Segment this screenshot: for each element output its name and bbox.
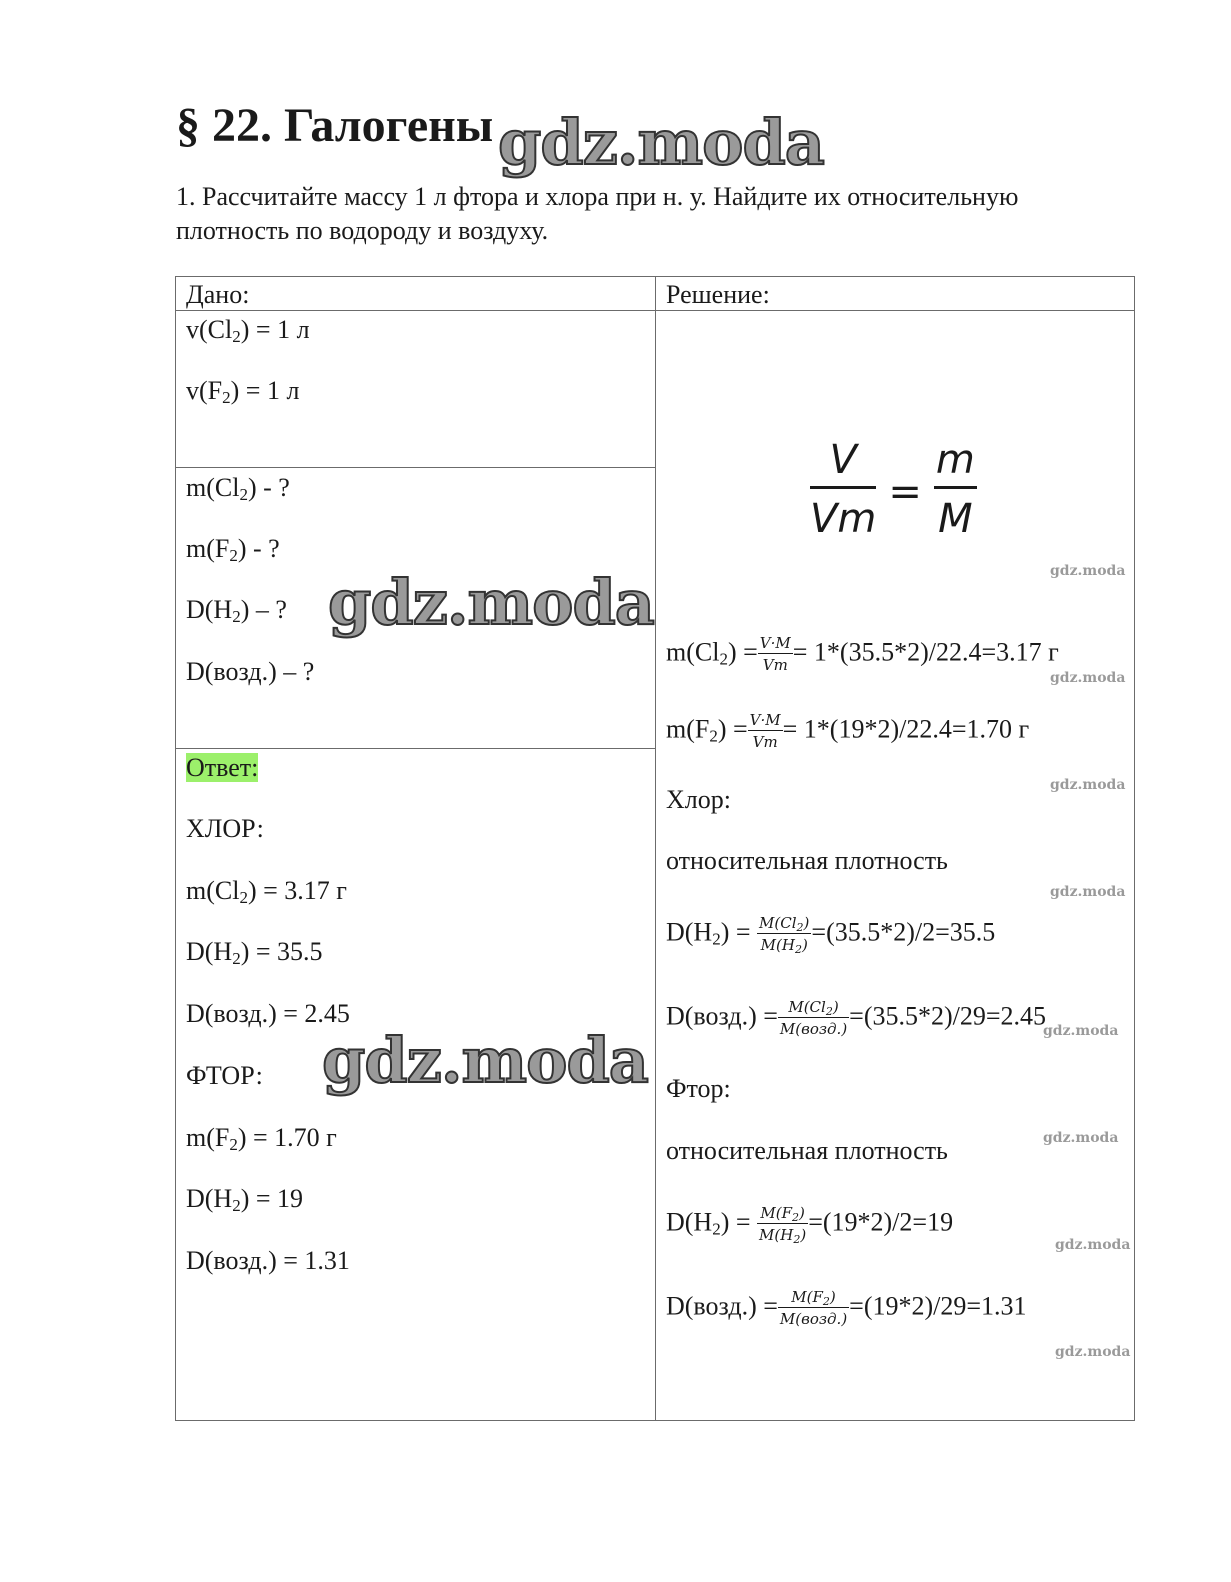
watermark-small: gdz.moda xyxy=(1055,1237,1131,1253)
given-header: Дано: xyxy=(186,280,250,309)
column-divider xyxy=(655,277,656,1420)
answer-chlorine-label: ХЛОР: xyxy=(186,814,264,843)
watermark-small: gdz.moda xyxy=(1050,884,1126,900)
watermark-logo: gdz.moda xyxy=(498,106,824,179)
solution-relative-density-f: относительная плотность xyxy=(666,1136,948,1165)
find-m-f2: $m(F_2)$ - ? xyxy=(186,534,280,565)
answer-label: Ответ: xyxy=(186,753,259,782)
watermark-small: gdz.moda xyxy=(1043,1023,1119,1039)
solution-d-h2-f: $D(H_2)$ = $\frac{M(F_2)}{M(H_2)}$ =(19*2)/2=19 xyxy=(666,1204,954,1246)
answer-d-h2-f: $D(H_2) = 19$ xyxy=(186,1184,304,1215)
solution-d-h2-cl: $D(H_2)$ = $\frac{M(Cl_2)}{M(H_2)}$ =(35.5*2)/2=35.5 xyxy=(666,914,996,956)
solution-chlorine-label: Хлор: xyxy=(666,785,731,814)
row-divider-given xyxy=(176,467,655,468)
find-d-h2: $D(H_2)$ – ? xyxy=(186,595,287,626)
answer-d-air-f: D(возд.) = 1.31 xyxy=(186,1246,350,1275)
answer-fluorine-label: ФТОР: xyxy=(186,1061,263,1090)
given-v-cl2: $v(Cl_2) = 1$ л xyxy=(186,315,310,346)
watermark-small: gdz.moda xyxy=(1050,777,1126,793)
solution-table xyxy=(175,276,1135,1421)
answer-m-cl2: $m(Cl_2) = 3.17$ г xyxy=(186,876,347,907)
row-divider-find xyxy=(176,748,655,749)
solution-header: Решение: xyxy=(666,280,770,309)
page-title: § 22. Галогены xyxy=(176,99,494,152)
solution-fluorine-label: Фтор: xyxy=(666,1074,731,1103)
watermark-small: gdz.moda xyxy=(1055,1344,1131,1360)
watermark-logo: gdz.moda xyxy=(328,566,654,639)
find-m-cl2: $m(Cl_2)$ - ? xyxy=(186,473,290,504)
watermark-logo: gdz.moda xyxy=(322,1024,648,1097)
watermark-small: gdz.moda xyxy=(1050,670,1126,686)
molar-volume-formula: $\frac{V}{Vm}$ = $\frac{m}{M}$ xyxy=(810,434,977,549)
answer-d-air-cl: D(возд.) = 2.45 xyxy=(186,999,350,1028)
watermark-small: gdz.moda xyxy=(1050,563,1126,579)
solution-m-cl2: $m(Cl_2)$ = $\frac{V\cdot M}{Vm}$ = 1*(35.5*2)/22.4=3.17 г xyxy=(666,634,1059,674)
task-text: 1. Рассчитайте массу 1 л фтора и хлора при н. у. Найдите их относительную плотность по водороду и воздуху. xyxy=(176,182,1019,245)
watermark-small: gdz.moda xyxy=(1043,1130,1119,1146)
answer-m-f2: $m(F_2) = 1.70$ г xyxy=(186,1123,337,1154)
given-v-f2: $v(F_2) = 1$ л xyxy=(186,376,300,407)
solution-relative-density-cl: относительная плотность xyxy=(666,846,948,875)
solution-d-air-cl: D(возд.) = $\frac{M(Cl_2)}{\text{M(возд.)}}$ =(35.5*2)/29=2.45 xyxy=(666,998,1047,1038)
answer-d-h2-cl: $D(H_2) = 35.5$ xyxy=(186,937,323,968)
solution-m-f2: $m(F_2)$ = $\frac{V\cdot M}{Vm}$ = 1*(19*2)/22.4=1.70 г xyxy=(666,711,1030,751)
solution-d-air-f: D(возд.) = $\frac{M(F_2)}{\text{M(возд.)}}$ =(19*2)/29=1.31 xyxy=(666,1288,1027,1328)
find-d-air: D(возд.) – ? xyxy=(186,657,315,686)
